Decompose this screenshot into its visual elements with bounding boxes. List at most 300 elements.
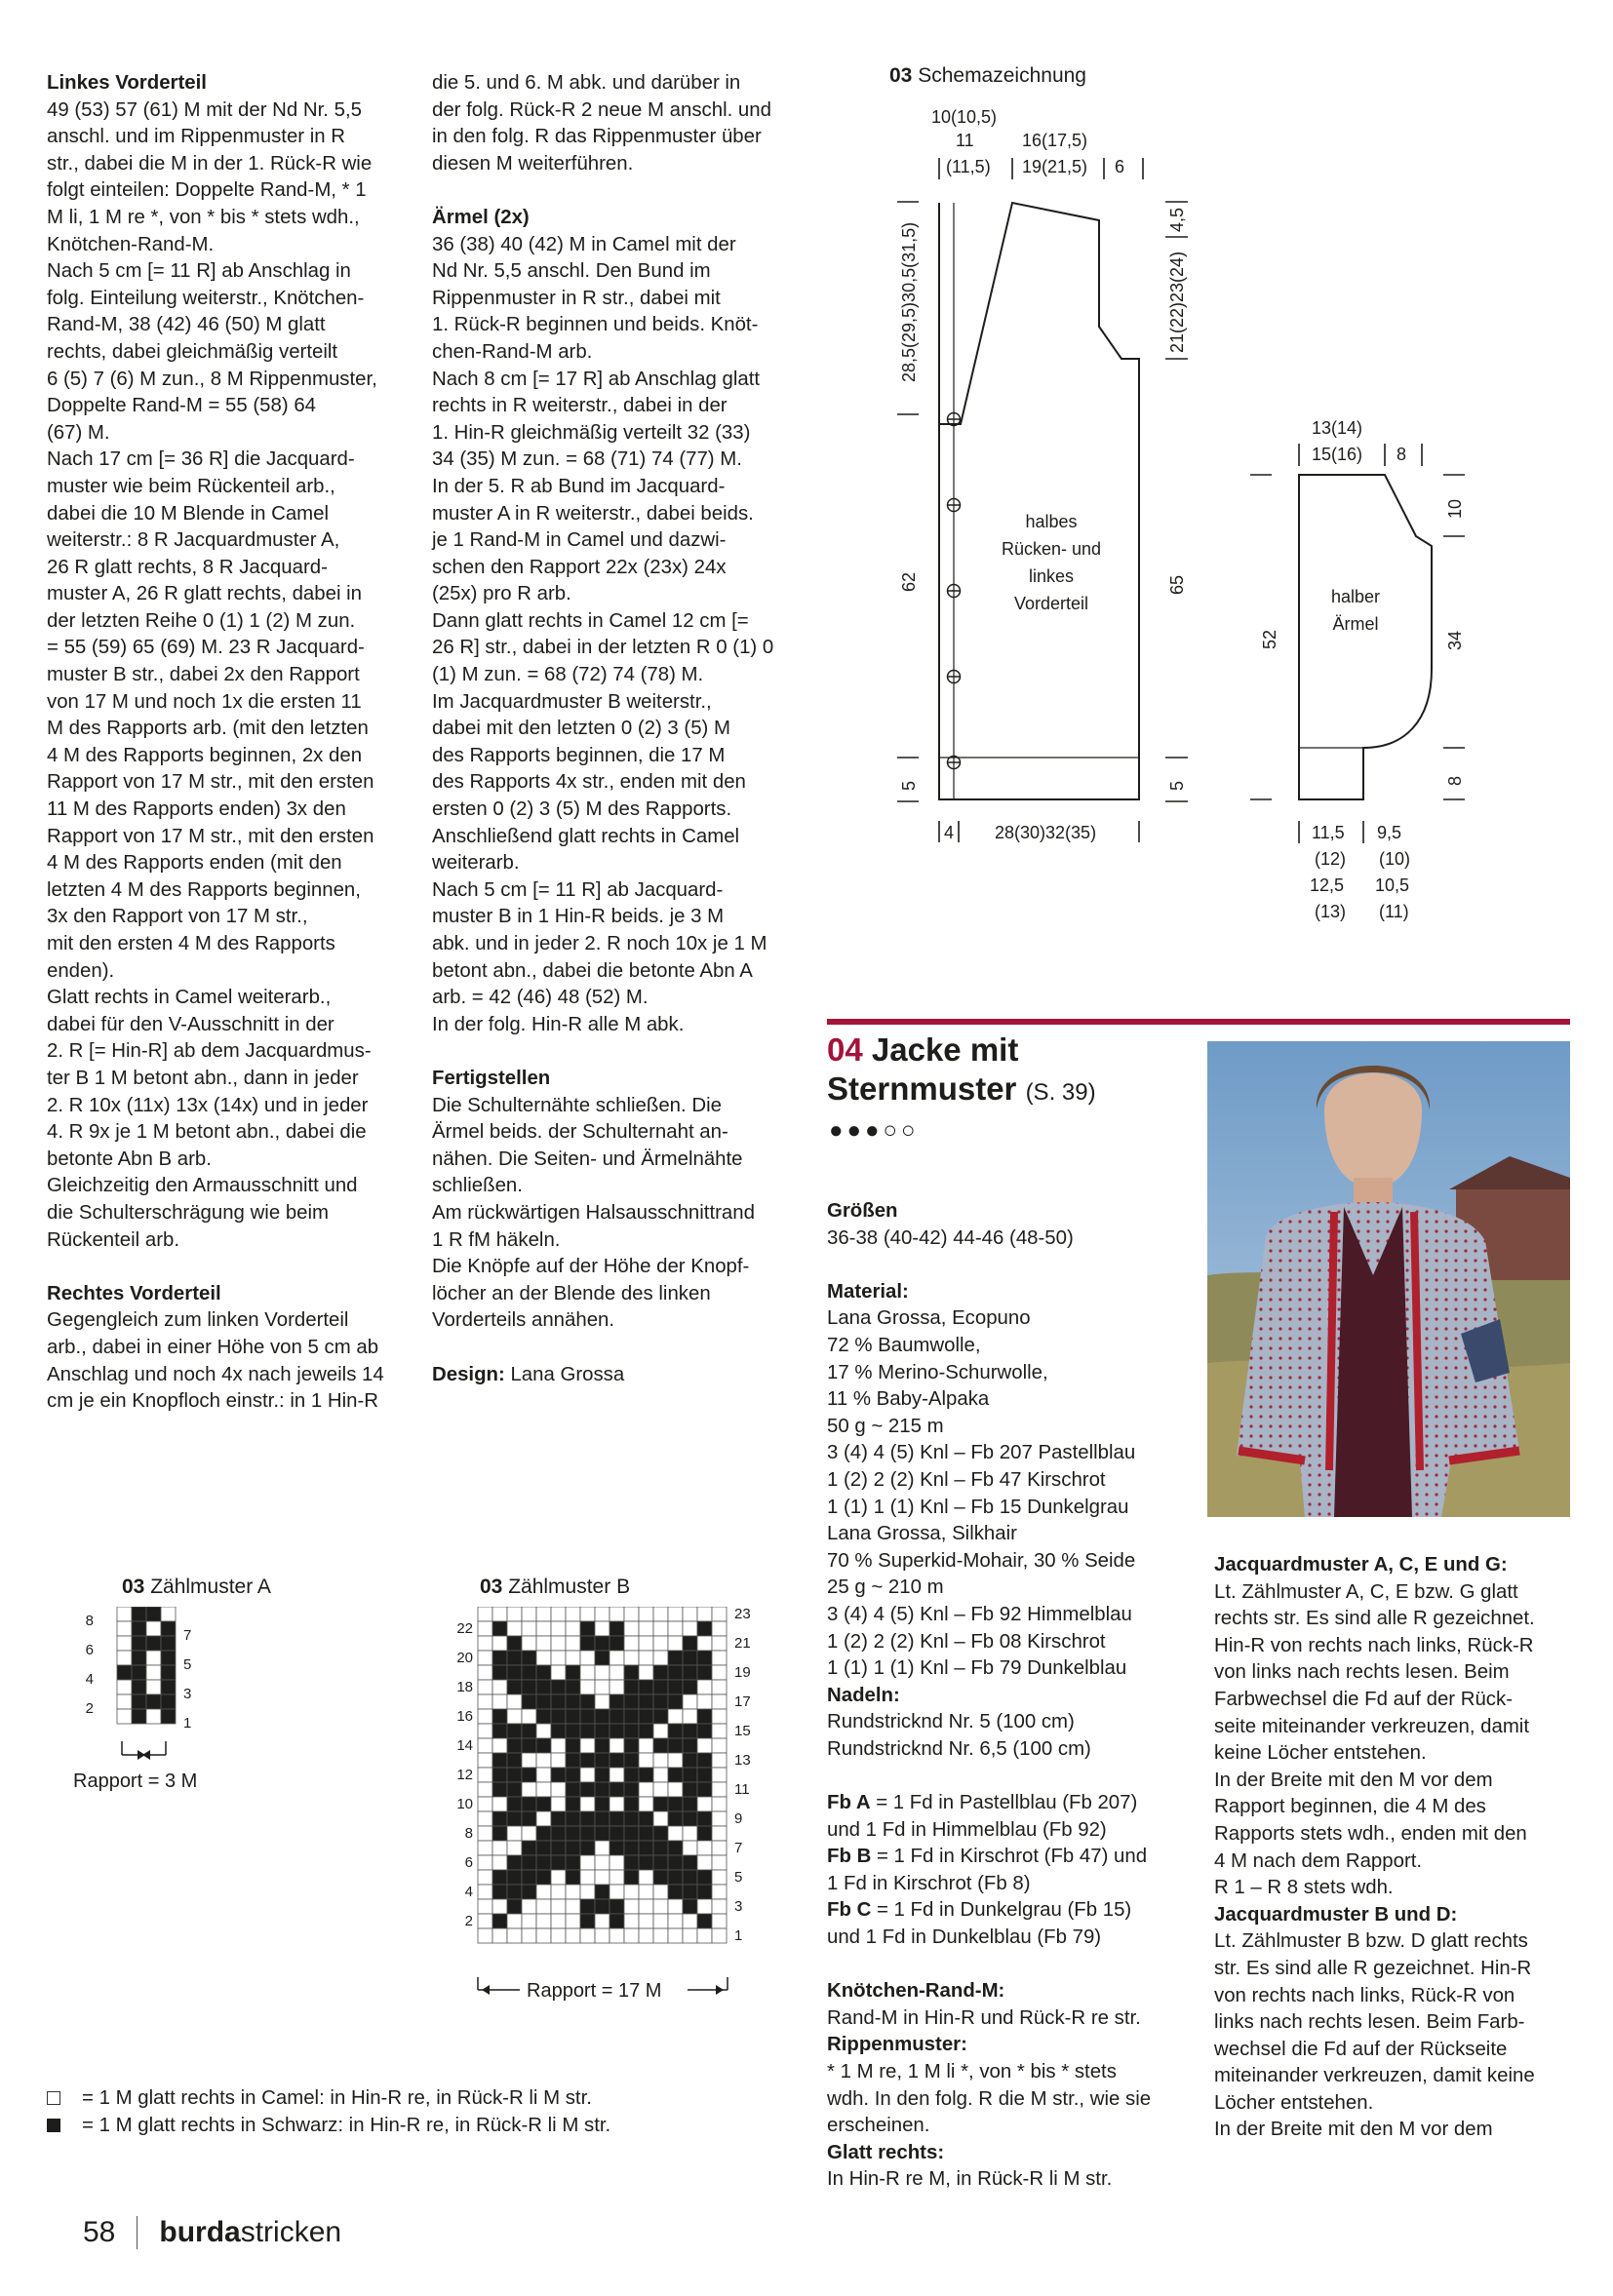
stitch-light bbox=[653, 1928, 668, 1943]
stitch-light bbox=[712, 1797, 727, 1811]
stitch-light bbox=[117, 1680, 132, 1694]
stitch-dark bbox=[551, 1768, 566, 1782]
stitch-light bbox=[566, 1621, 580, 1636]
stitch-light bbox=[653, 1607, 668, 1621]
page-footer bbox=[83, 2216, 341, 2249]
text-line: muster B in 1 Hin-R beids. je 3 M bbox=[432, 906, 725, 928]
stitch-light bbox=[712, 1680, 727, 1694]
sleeve-right-3: 8 bbox=[1445, 775, 1465, 786]
stitch-dark bbox=[492, 1870, 507, 1885]
sleeve-instructions bbox=[432, 70, 798, 1388]
stitch-light bbox=[624, 1651, 639, 1665]
chart-b-left-row-label: 18 bbox=[456, 1679, 473, 1695]
text-line: Rapport von 17 M str., mit den ersten bbox=[47, 771, 374, 794]
text-line: Lt. Zählmuster B bzw. D glatt rechts bbox=[1214, 1930, 1528, 1953]
stitch-light bbox=[492, 1607, 507, 1621]
stitch-light bbox=[683, 1928, 697, 1943]
stitch-light bbox=[653, 1753, 668, 1768]
stitch-dark bbox=[566, 1680, 580, 1694]
stitch-dark bbox=[639, 1826, 653, 1841]
stitch-light bbox=[639, 1607, 653, 1621]
text-line: str. Es sind alle R gezeichnet. Hin-R bbox=[1214, 1957, 1532, 1979]
stitch-dark bbox=[580, 1753, 595, 1768]
stitch-light bbox=[536, 1914, 551, 1928]
stitch-light bbox=[146, 1665, 161, 1680]
stitch-dark bbox=[161, 1636, 176, 1651]
stitch-light bbox=[580, 1665, 595, 1680]
stitch-light bbox=[712, 1841, 727, 1855]
stitch-dark bbox=[566, 1811, 580, 1826]
stitch-light bbox=[580, 1797, 595, 1811]
stitch-dark bbox=[683, 1870, 697, 1885]
stitch-light bbox=[712, 1607, 727, 1621]
stitch-dark bbox=[507, 1885, 522, 1899]
stitch-dark bbox=[697, 1724, 712, 1738]
stitch-dark bbox=[132, 1694, 146, 1709]
stitch-dark bbox=[639, 1694, 653, 1709]
stitch-dark bbox=[668, 1797, 683, 1811]
stitch-light bbox=[697, 1607, 712, 1621]
stitch-dark bbox=[551, 1694, 566, 1709]
text-line: 1. Hin-R gleichmäßig verteilt 32 (33) bbox=[432, 421, 751, 444]
stitch-dark bbox=[492, 1651, 507, 1665]
stitch-dark bbox=[653, 1826, 668, 1841]
stitch-light bbox=[492, 1841, 507, 1855]
stitch-light bbox=[566, 1899, 580, 1914]
stitch-light bbox=[536, 1811, 551, 1826]
text-line: chen-Rand-M arb. bbox=[432, 340, 593, 363]
chart-b-right-row-label: 7 bbox=[734, 1840, 743, 1856]
chart-a-right-row-4: 1 bbox=[183, 1715, 192, 1732]
stitch-dark bbox=[536, 1738, 551, 1753]
stitch-light bbox=[610, 1665, 624, 1680]
text-line: M des Rapports arb. (mit den letzten bbox=[47, 718, 369, 740]
project-title: 04 Jacke mit Sternmuster (S. 39) bbox=[827, 1031, 1096, 1107]
stitch-dark bbox=[624, 1870, 639, 1885]
stitch-light bbox=[478, 1928, 492, 1943]
text-line: wdh. In den folg. R die M str., wie sie bbox=[827, 2087, 1152, 2110]
stitch-light bbox=[522, 1928, 536, 1943]
text-line: ter B 1 M betont abn., dann in jeder bbox=[47, 1067, 359, 1089]
stitch-light bbox=[146, 1709, 161, 1724]
stitch-light bbox=[668, 1914, 683, 1928]
stitch-dark bbox=[580, 1709, 595, 1724]
stitch-dark bbox=[624, 1768, 639, 1782]
stitch-dark bbox=[624, 1724, 639, 1738]
left-front-instructions bbox=[47, 70, 413, 1416]
stitch-light bbox=[536, 1621, 551, 1636]
stitch-light bbox=[639, 1870, 653, 1885]
schema-right-2: 21(22)23(24) bbox=[1167, 251, 1187, 353]
stitch-light bbox=[551, 1870, 566, 1885]
legend-black: = 1 M glatt rechts in Schwarz: in Hin-R re, in Rück-R li M str. bbox=[82, 2115, 611, 2136]
text-line: abk. und in jeder 2. R noch 10x je 1 M bbox=[432, 933, 767, 954]
stitch-dark bbox=[683, 1885, 697, 1899]
stitch-light bbox=[595, 1607, 610, 1621]
text-line: = 55 (59) 65 (69) M. 23 R Jacquard- bbox=[47, 637, 365, 659]
stitch-light bbox=[712, 1651, 727, 1665]
stitch-dark bbox=[668, 1811, 683, 1826]
stitch-light bbox=[683, 1694, 697, 1709]
stitch-dark bbox=[522, 1680, 536, 1694]
body-label-2: Rücken- und bbox=[1001, 539, 1102, 559]
stitch-light bbox=[507, 1841, 522, 1855]
stitch-dark bbox=[610, 1753, 624, 1768]
stitch-light bbox=[712, 1768, 727, 1782]
stitch-light bbox=[566, 1651, 580, 1665]
chart-b-right-row-label: 9 bbox=[734, 1810, 743, 1827]
stitch-dark bbox=[492, 1724, 507, 1738]
stitch-dark bbox=[683, 1665, 697, 1680]
chart-b-left-row-label: 12 bbox=[456, 1767, 473, 1783]
chart-b-left-row-label: 14 bbox=[456, 1737, 473, 1754]
stitch-light bbox=[580, 1928, 595, 1943]
sleeve-bottom-1: 11,5 bbox=[1312, 823, 1345, 842]
chart-b-right-row-label: 5 bbox=[734, 1869, 743, 1886]
text-line: Nach 5 cm [= 11 R] ab Jacquard- bbox=[432, 878, 724, 901]
text-line: muster A in R weiterstr., dabei beids. bbox=[432, 502, 754, 525]
schema-bottom-2: 28(30)32(35) bbox=[995, 823, 1097, 842]
stitch-dark bbox=[683, 1738, 697, 1753]
text-line: miteinander verkreuzen, damit keine bbox=[1214, 2065, 1535, 2087]
chart-b-right-row-label: 19 bbox=[734, 1664, 751, 1681]
text-line: In der folg. Hin-R alle M abk. bbox=[432, 1013, 685, 1035]
chart-b-left-row-label: 8 bbox=[464, 1825, 473, 1842]
stitch-dark bbox=[551, 1811, 566, 1826]
stitch-dark bbox=[697, 1651, 712, 1665]
stitch-light bbox=[551, 1753, 566, 1768]
stitch-light bbox=[697, 1928, 712, 1943]
text-line: Rechtes Vorderteil bbox=[47, 1282, 221, 1304]
text-line: Farbwechsel die Fd auf der Rück- bbox=[1214, 1688, 1513, 1710]
stitch-light bbox=[595, 1621, 610, 1636]
stitch-light bbox=[610, 1651, 624, 1665]
stitch-dark bbox=[697, 1885, 712, 1899]
stitch-dark bbox=[492, 1665, 507, 1680]
text-line: schließen. bbox=[432, 1175, 523, 1197]
text-line: folg. Einteilung weiterstr., Knötchen- bbox=[47, 287, 365, 309]
stitch-dark bbox=[653, 1870, 668, 1885]
text-line: des Rapports 4x str., enden mit den bbox=[432, 771, 746, 794]
stitch-light bbox=[117, 1621, 132, 1636]
stitch-light bbox=[478, 1768, 492, 1782]
text-line: 11 % Baby-Alpaka bbox=[827, 1388, 990, 1411]
stitch-dark bbox=[161, 1651, 176, 1665]
text-line: 1 R fM häkeln. bbox=[432, 1228, 561, 1251]
stitch-dark bbox=[566, 1826, 580, 1841]
text-line bbox=[432, 177, 798, 205]
sleeve-right-2: 34 bbox=[1445, 630, 1465, 650]
stitch-light bbox=[507, 1694, 522, 1709]
stitch-light bbox=[697, 1797, 712, 1811]
text-line: Rapport beginnen, die 4 M des bbox=[1214, 1796, 1486, 1818]
sleeve-top-3: 8 bbox=[1397, 445, 1407, 464]
stitch-dark bbox=[653, 1797, 668, 1811]
stitch-dark bbox=[595, 1724, 610, 1738]
text-line: 72 % Baumwolle, bbox=[827, 1334, 981, 1356]
stitch-dark bbox=[668, 1651, 683, 1665]
stitch-light bbox=[595, 1855, 610, 1870]
stitch-dark bbox=[610, 1636, 624, 1651]
stitch-light bbox=[146, 1651, 161, 1665]
stitch-dark bbox=[595, 1768, 610, 1782]
sleeve-bottom-5: 9,5 bbox=[1377, 823, 1402, 842]
schema-top-4: 16(17,5) bbox=[1022, 131, 1088, 150]
stitch-light bbox=[712, 1694, 727, 1709]
text-line: folgt einteilen: Doppelte Rand-M, * 1 bbox=[47, 179, 367, 202]
stitch-light bbox=[536, 1899, 551, 1914]
stitch-light bbox=[610, 1680, 624, 1694]
stitch-light bbox=[492, 1636, 507, 1651]
sleeve-top-2: 15(16) bbox=[1312, 445, 1363, 464]
stitch-light bbox=[610, 1855, 624, 1870]
schema-right-3: 65 bbox=[1167, 574, 1187, 595]
stitch-light bbox=[492, 1797, 507, 1811]
stitch-dark bbox=[624, 1797, 639, 1811]
schema-top-1: 10(10,5) bbox=[931, 107, 998, 127]
stitch-dark bbox=[624, 1782, 639, 1797]
stitch-dark bbox=[653, 1694, 668, 1709]
stitch-light bbox=[653, 1914, 668, 1928]
stitch-dark bbox=[536, 1870, 551, 1885]
stitch-dark bbox=[566, 1768, 580, 1782]
stitch-light bbox=[551, 1621, 566, 1636]
stitch-light bbox=[580, 1680, 595, 1694]
stitch-dark bbox=[624, 1738, 639, 1753]
stitch-light bbox=[536, 1607, 551, 1621]
stitch-dark bbox=[624, 1826, 639, 1841]
stitch-dark bbox=[697, 1826, 712, 1841]
stitch-dark bbox=[507, 1753, 522, 1768]
text-line: Knötchen-Rand-M: bbox=[827, 1980, 1005, 2003]
text-line: In Hin-R re M, in Rück-R li M str. bbox=[827, 2168, 1113, 2191]
stitch-dark bbox=[697, 1621, 712, 1636]
text-line: Löcher entstehen. bbox=[1214, 2091, 1374, 2114]
text-line: In der Breite mit den M vor dem bbox=[1214, 1769, 1493, 1791]
stitch-light bbox=[478, 1680, 492, 1694]
stitch-dark bbox=[653, 1665, 668, 1680]
text-line: muster wie beim Rückenteil arb., bbox=[47, 475, 335, 497]
stitch-dark bbox=[551, 1724, 566, 1738]
text-line: Linkes Vorderteil bbox=[47, 72, 207, 94]
stitch-light bbox=[668, 1899, 683, 1914]
stitch-dark bbox=[595, 1738, 610, 1753]
stitch-dark bbox=[161, 1665, 176, 1680]
stitch-light bbox=[653, 1885, 668, 1899]
chart-b-right-row-label: 23 bbox=[734, 1607, 751, 1622]
chart-a-left-row-2: 6 bbox=[85, 1642, 94, 1658]
text-line: R 1 – R 8 stets wdh. bbox=[1214, 1877, 1394, 1899]
stitch-light bbox=[639, 1928, 653, 1943]
stitch-dark bbox=[653, 1709, 668, 1724]
schema-left-1: 28,5(29,5)30,5(31,5) bbox=[899, 221, 919, 382]
stitch-light bbox=[117, 1636, 132, 1651]
stitch-light bbox=[492, 1899, 507, 1914]
stitch-dark bbox=[595, 1797, 610, 1811]
stitch-light bbox=[580, 1738, 595, 1753]
stitch-light bbox=[492, 1694, 507, 1709]
stitch-light bbox=[639, 1782, 653, 1797]
stitch-dark bbox=[492, 1709, 507, 1724]
text-line: In der Breite mit den M vor dem bbox=[1214, 2119, 1493, 2141]
stitch-dark bbox=[566, 1694, 580, 1709]
stitch-light bbox=[478, 1797, 492, 1811]
text-line: wechsel die Fd auf der Rückseite bbox=[1214, 2038, 1508, 2060]
sleeve-label-1: halber bbox=[1330, 587, 1381, 606]
stitch-light bbox=[697, 1694, 712, 1709]
sleeve-bottom-2: (12) bbox=[1315, 849, 1347, 869]
text-line: (1) M zun. = 68 (72) 74 (78) M. bbox=[432, 664, 704, 686]
stitch-dark bbox=[624, 1694, 639, 1709]
stitch-dark bbox=[522, 1724, 536, 1738]
text-line: Anschlag und noch 4x nach jeweils 14 bbox=[47, 1363, 384, 1385]
jacquard-column bbox=[1214, 1552, 1575, 2144]
stitch-dark bbox=[507, 1651, 522, 1665]
stitch-dark bbox=[697, 1768, 712, 1782]
stitch-dark bbox=[536, 1826, 551, 1841]
chart-b-grid bbox=[478, 1607, 727, 1943]
stitch-dark bbox=[507, 1797, 522, 1811]
stitch-dark bbox=[697, 1753, 712, 1768]
stitch-light bbox=[712, 1724, 727, 1738]
text-line: Nd Nr. 5,5 anschl. Den Bund im bbox=[432, 260, 711, 283]
stitch-light bbox=[712, 1885, 727, 1899]
stitch-dark bbox=[522, 1797, 536, 1811]
stitch-light bbox=[551, 1782, 566, 1797]
text-line: von links nach rechts lesen. Beim bbox=[1214, 1661, 1510, 1684]
stitch-dark bbox=[697, 1914, 712, 1928]
stitch-dark bbox=[610, 1621, 624, 1636]
stitch-light bbox=[536, 1928, 551, 1943]
stitch-dark bbox=[610, 1782, 624, 1797]
text-line: dabei mit den letzten 0 (2) 3 (5) M bbox=[432, 718, 730, 740]
text-line: Gegengleich zum linken Vorderteil bbox=[47, 1309, 349, 1332]
text-line: Vorderteils annähen. bbox=[432, 1309, 615, 1332]
stitch-dark bbox=[668, 1665, 683, 1680]
stitch-light bbox=[522, 1826, 536, 1841]
stitch-light bbox=[551, 1928, 566, 1943]
text-line: Ärmel beids. der Schulternaht an- bbox=[432, 1121, 728, 1144]
stitch-dark bbox=[639, 1811, 653, 1826]
stitch-light bbox=[712, 1826, 727, 1841]
text-line: mit den ersten 4 M des Rapports bbox=[47, 933, 335, 954]
stitch-dark bbox=[595, 1826, 610, 1841]
stitch-dark bbox=[566, 1841, 580, 1855]
stitch-light bbox=[551, 1899, 566, 1914]
chart-b-right-row-label: 11 bbox=[734, 1781, 750, 1798]
chart-a-left-row-1: 8 bbox=[85, 1613, 94, 1629]
stitch-dark bbox=[639, 1855, 653, 1870]
text-line: Rapport von 17 M str., mit den ersten bbox=[47, 825, 374, 847]
text-line: Hin-R von rechts nach links, Rück-R bbox=[1214, 1634, 1534, 1656]
stitch-dark bbox=[161, 1709, 176, 1724]
stitch-light bbox=[639, 1797, 653, 1811]
text-line: 70 % Superkid-Mohair, 30 % Seide bbox=[827, 1549, 1136, 1572]
stitch-light bbox=[566, 1928, 580, 1943]
stitch-light bbox=[492, 1680, 507, 1694]
stitch-light bbox=[478, 1782, 492, 1797]
stitch-light bbox=[610, 1607, 624, 1621]
stitch-light bbox=[595, 1841, 610, 1855]
stitch-dark bbox=[668, 1885, 683, 1899]
text-line: betonte Abn B arb. bbox=[47, 1148, 212, 1170]
text-line: der letzten Reihe 0 (1) 1 (2) M zun. bbox=[47, 609, 356, 632]
stitch-light bbox=[522, 1607, 536, 1621]
stitch-dark bbox=[507, 1636, 522, 1651]
stitch-dark bbox=[580, 1914, 595, 1928]
text-line: Anschließend glatt rechts in Camel bbox=[432, 825, 740, 847]
text-line bbox=[827, 1252, 1207, 1279]
text-line: schen den Rapport 22x (23x) 24x bbox=[432, 556, 727, 578]
text-line: Lana Grossa, Ecopuno bbox=[827, 1307, 1031, 1330]
text-line: 1. Rück-R beginnen und beids. Knöt- bbox=[432, 314, 759, 336]
stitch-light bbox=[697, 1841, 712, 1855]
text-line: str., dabei die M in der 1. Rück-R wie bbox=[47, 152, 373, 175]
stitch-light bbox=[624, 1885, 639, 1899]
text-line: je 1 Rand-M in Camel und dazwi- bbox=[432, 529, 727, 552]
text-line: Die Knöpfe auf der Höhe der Knopf- bbox=[432, 1256, 750, 1278]
text-line: 1 (2) 2 (2) Knl – Fb 08 Kirschrot bbox=[827, 1630, 1106, 1653]
text-line: 3x den Rapport von 17 M str., bbox=[47, 906, 308, 928]
stitch-dark bbox=[161, 1680, 176, 1694]
stitch-dark bbox=[639, 1768, 653, 1782]
stitch-light bbox=[551, 1914, 566, 1928]
text-line: Material: bbox=[827, 1280, 909, 1303]
stitch-light bbox=[712, 1709, 727, 1724]
stitch-dark bbox=[683, 1899, 697, 1914]
stitch-light bbox=[478, 1651, 492, 1665]
stitch-light bbox=[478, 1607, 492, 1621]
stitch-dark bbox=[117, 1665, 132, 1680]
stitch-dark bbox=[566, 1709, 580, 1724]
stitch-light bbox=[683, 1914, 697, 1928]
chart-b-left-row-label: 2 bbox=[464, 1913, 473, 1929]
stitch-dark bbox=[507, 1811, 522, 1826]
stitch-light bbox=[712, 1855, 727, 1870]
text-line: Nadeln: bbox=[827, 1684, 900, 1706]
chart-b-left-row-label: 20 bbox=[456, 1650, 473, 1666]
stitch-dark bbox=[610, 1694, 624, 1709]
stitch-dark bbox=[668, 1870, 683, 1885]
stitch-light bbox=[697, 1680, 712, 1694]
stitch-dark bbox=[536, 1680, 551, 1694]
stitch-dark bbox=[566, 1797, 580, 1811]
text-line: 1 (1) 1 (1) Knl – Fb 15 Dunkelgrau bbox=[827, 1496, 1129, 1518]
stitch-light bbox=[580, 1870, 595, 1885]
text-line: cm je ein Knopfloch einstr.: in 1 Hin-R bbox=[47, 1390, 378, 1413]
chart-a-left-row-3: 4 bbox=[85, 1671, 94, 1688]
text-line: 34 (35) M zun. = 68 (71) 74 (77) M. bbox=[432, 448, 742, 471]
stitch-light bbox=[566, 1885, 580, 1899]
stitch-light bbox=[639, 1753, 653, 1768]
text-line: Glatt rechts in Camel weiterarb., bbox=[47, 987, 332, 1009]
stitch-light bbox=[624, 1914, 639, 1928]
text-line: der folg. Rück-R 2 neue M anschl. und bbox=[432, 98, 771, 121]
schema-right-1: 4,5 bbox=[1167, 207, 1187, 232]
stitch-dark bbox=[146, 1694, 161, 1709]
stitch-dark bbox=[697, 1811, 712, 1826]
stitch-light bbox=[478, 1753, 492, 1768]
chart-a-right-row-1: 7 bbox=[183, 1627, 192, 1644]
text-line: in den folg. R das Rippenmuster über bbox=[432, 126, 762, 148]
stitch-dark bbox=[507, 1680, 522, 1694]
stitch-dark bbox=[668, 1724, 683, 1738]
text-line: betont abn., dabei die betonte Abn A bbox=[432, 959, 753, 982]
text-line: 11 M des Rapports enden) 3x den bbox=[47, 798, 346, 821]
stitch-light bbox=[639, 1621, 653, 1636]
stitch-light bbox=[712, 1753, 727, 1768]
text-line: 36-38 (40-42) 44-46 (48-50) bbox=[827, 1226, 1074, 1249]
